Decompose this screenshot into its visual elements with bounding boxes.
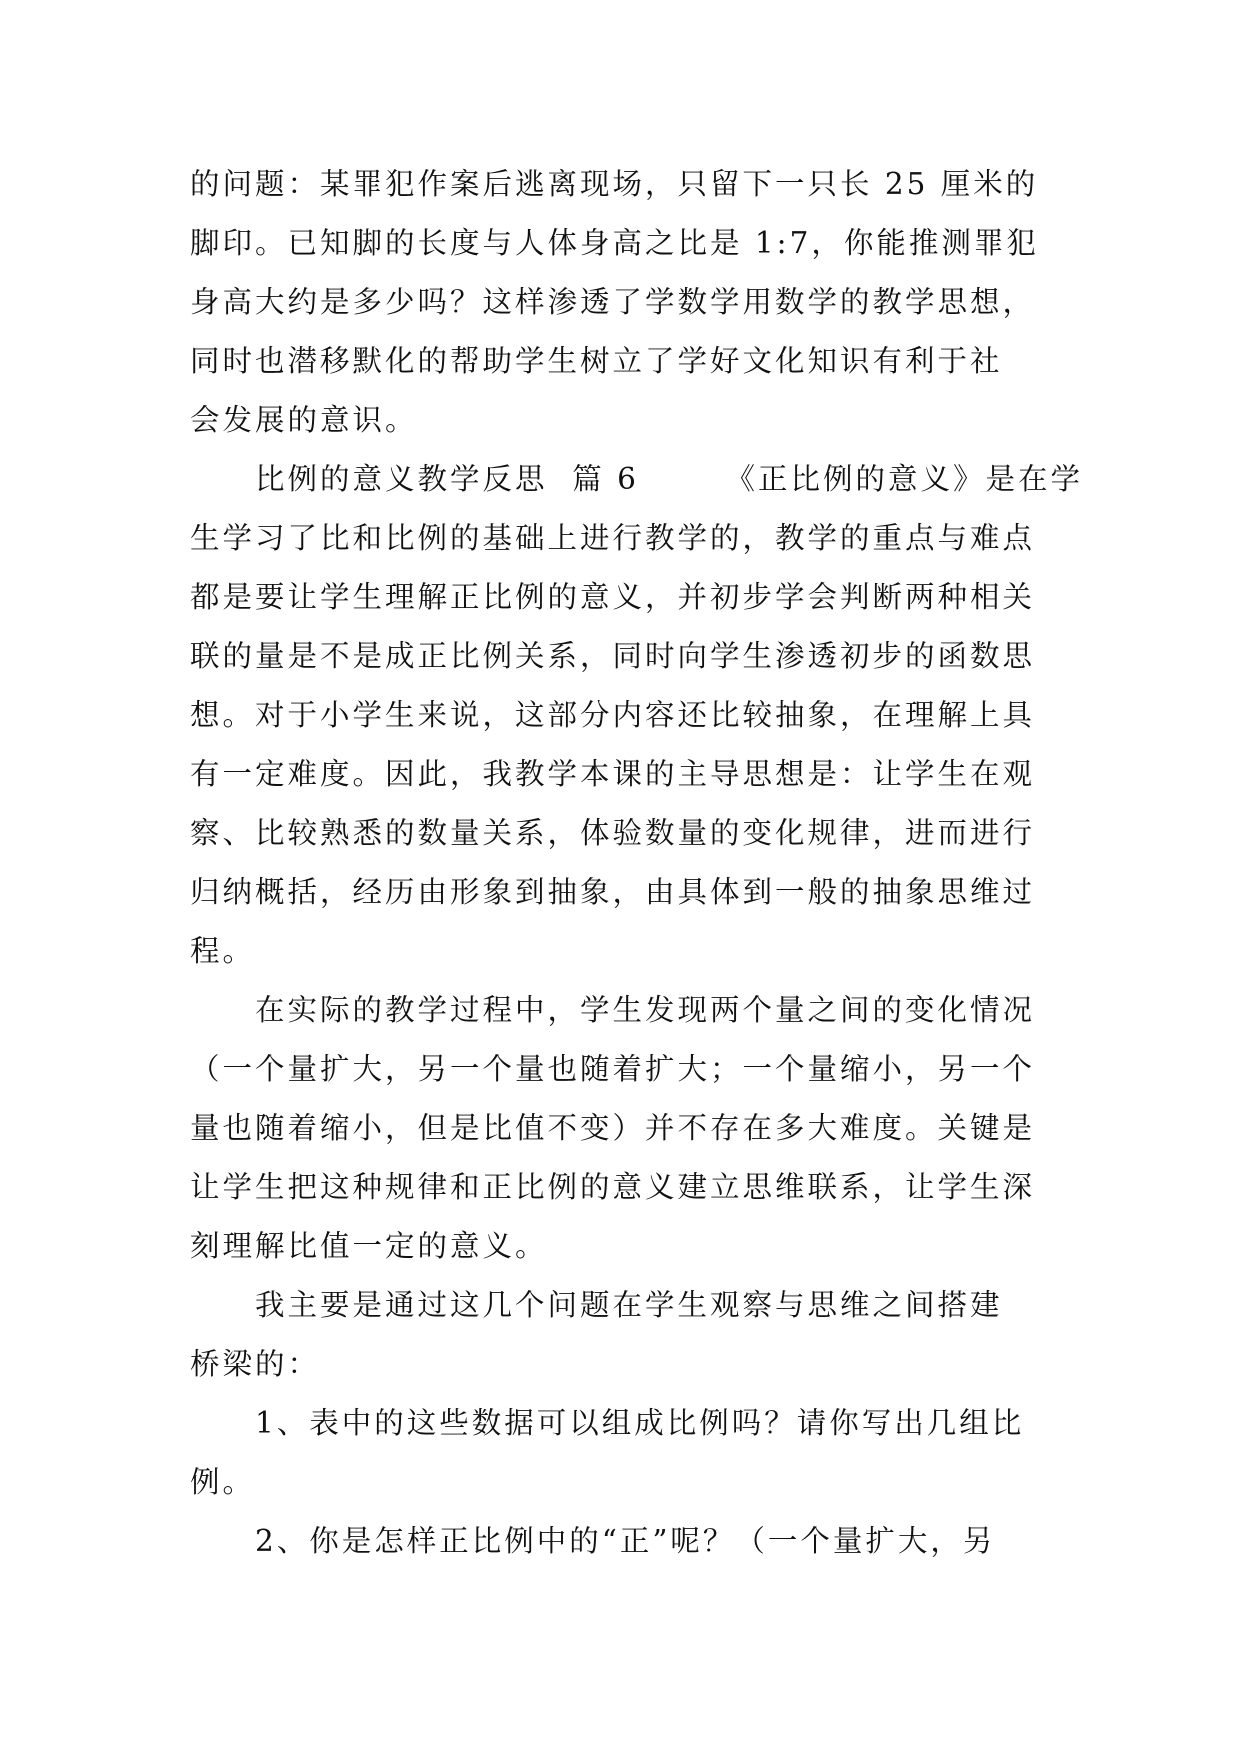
text-line: 有一定难度。因此，我教学本课的主导思想是：让学生在观 [190,757,1036,791]
text-line: 的问题：某罪犯作案后逃离现场，只留下一只长 25 厘米的 [190,167,1039,201]
text-line: 同时也潜移默化的帮助学生树立了学好文化知识有利于社 [190,344,1003,378]
text-line: 生学习了比和比例的基础上进行教学的，教学的重点与难点 [190,521,1036,555]
text-line: 刻理解比值一定的意义。 [190,1229,548,1263]
text-line: 我主要是通过这几个问题在学生观察与思维之间搭建 [255,1288,1003,1322]
text-line: 在实际的教学过程中，学生发现两个量之间的变化情况 [255,993,1036,1027]
text-line: 比例的意义教学反思 篇 6 《正比例的意义》是在学 [255,462,1084,496]
text-line: （一个量扩大，另一个量也随着扩大；一个量缩小，另一个 [190,1052,1036,1086]
text-line: 1、表中的这些数据可以组成比例吗？请你写出几组比 [255,1406,1025,1440]
text-line: 归纳概括，经历由形象到抽象，由具体到一般的抽象思维过 [190,875,1036,909]
text-line: 程。 [190,934,256,968]
text-line: 让学生把这种规律和正比例的意义建立思维联系，让学生深 [190,1170,1036,1204]
document-page [190,155,1084,1571]
text-line: 量也随着缩小，但是比值不变）并不存在多大难度。关键是 [190,1111,1036,1145]
text-line: 脚印。已知脚的长度与人体身高之比是 1:7，你能推测罪犯 [190,226,1039,260]
text-line: 联的量是不是成正比例关系，同时向学生渗透初步的函数思 [190,639,1036,673]
text-line: 身高大约是多少吗？这样渗透了学数学用数学的教学思想， [190,285,1036,319]
text-line: 桥梁的： [190,1347,321,1381]
text-line: 会发展的意识。 [190,403,418,437]
text-line: 2、你是怎样正比例中的“正”呢？（一个量扩大，另 [255,1524,996,1558]
text-line: 例。 [190,1465,256,1499]
text-line: 察、比较熟悉的数量关系，体验数量的变化规律，进而进行 [190,816,1036,850]
text-line: 想。对于小学生来说，这部分内容还比较抽象，在理解上具 [190,698,1036,732]
text-line: 都是要让学生理解正比例的意义，并初步学会判断两种相关 [190,580,1036,614]
